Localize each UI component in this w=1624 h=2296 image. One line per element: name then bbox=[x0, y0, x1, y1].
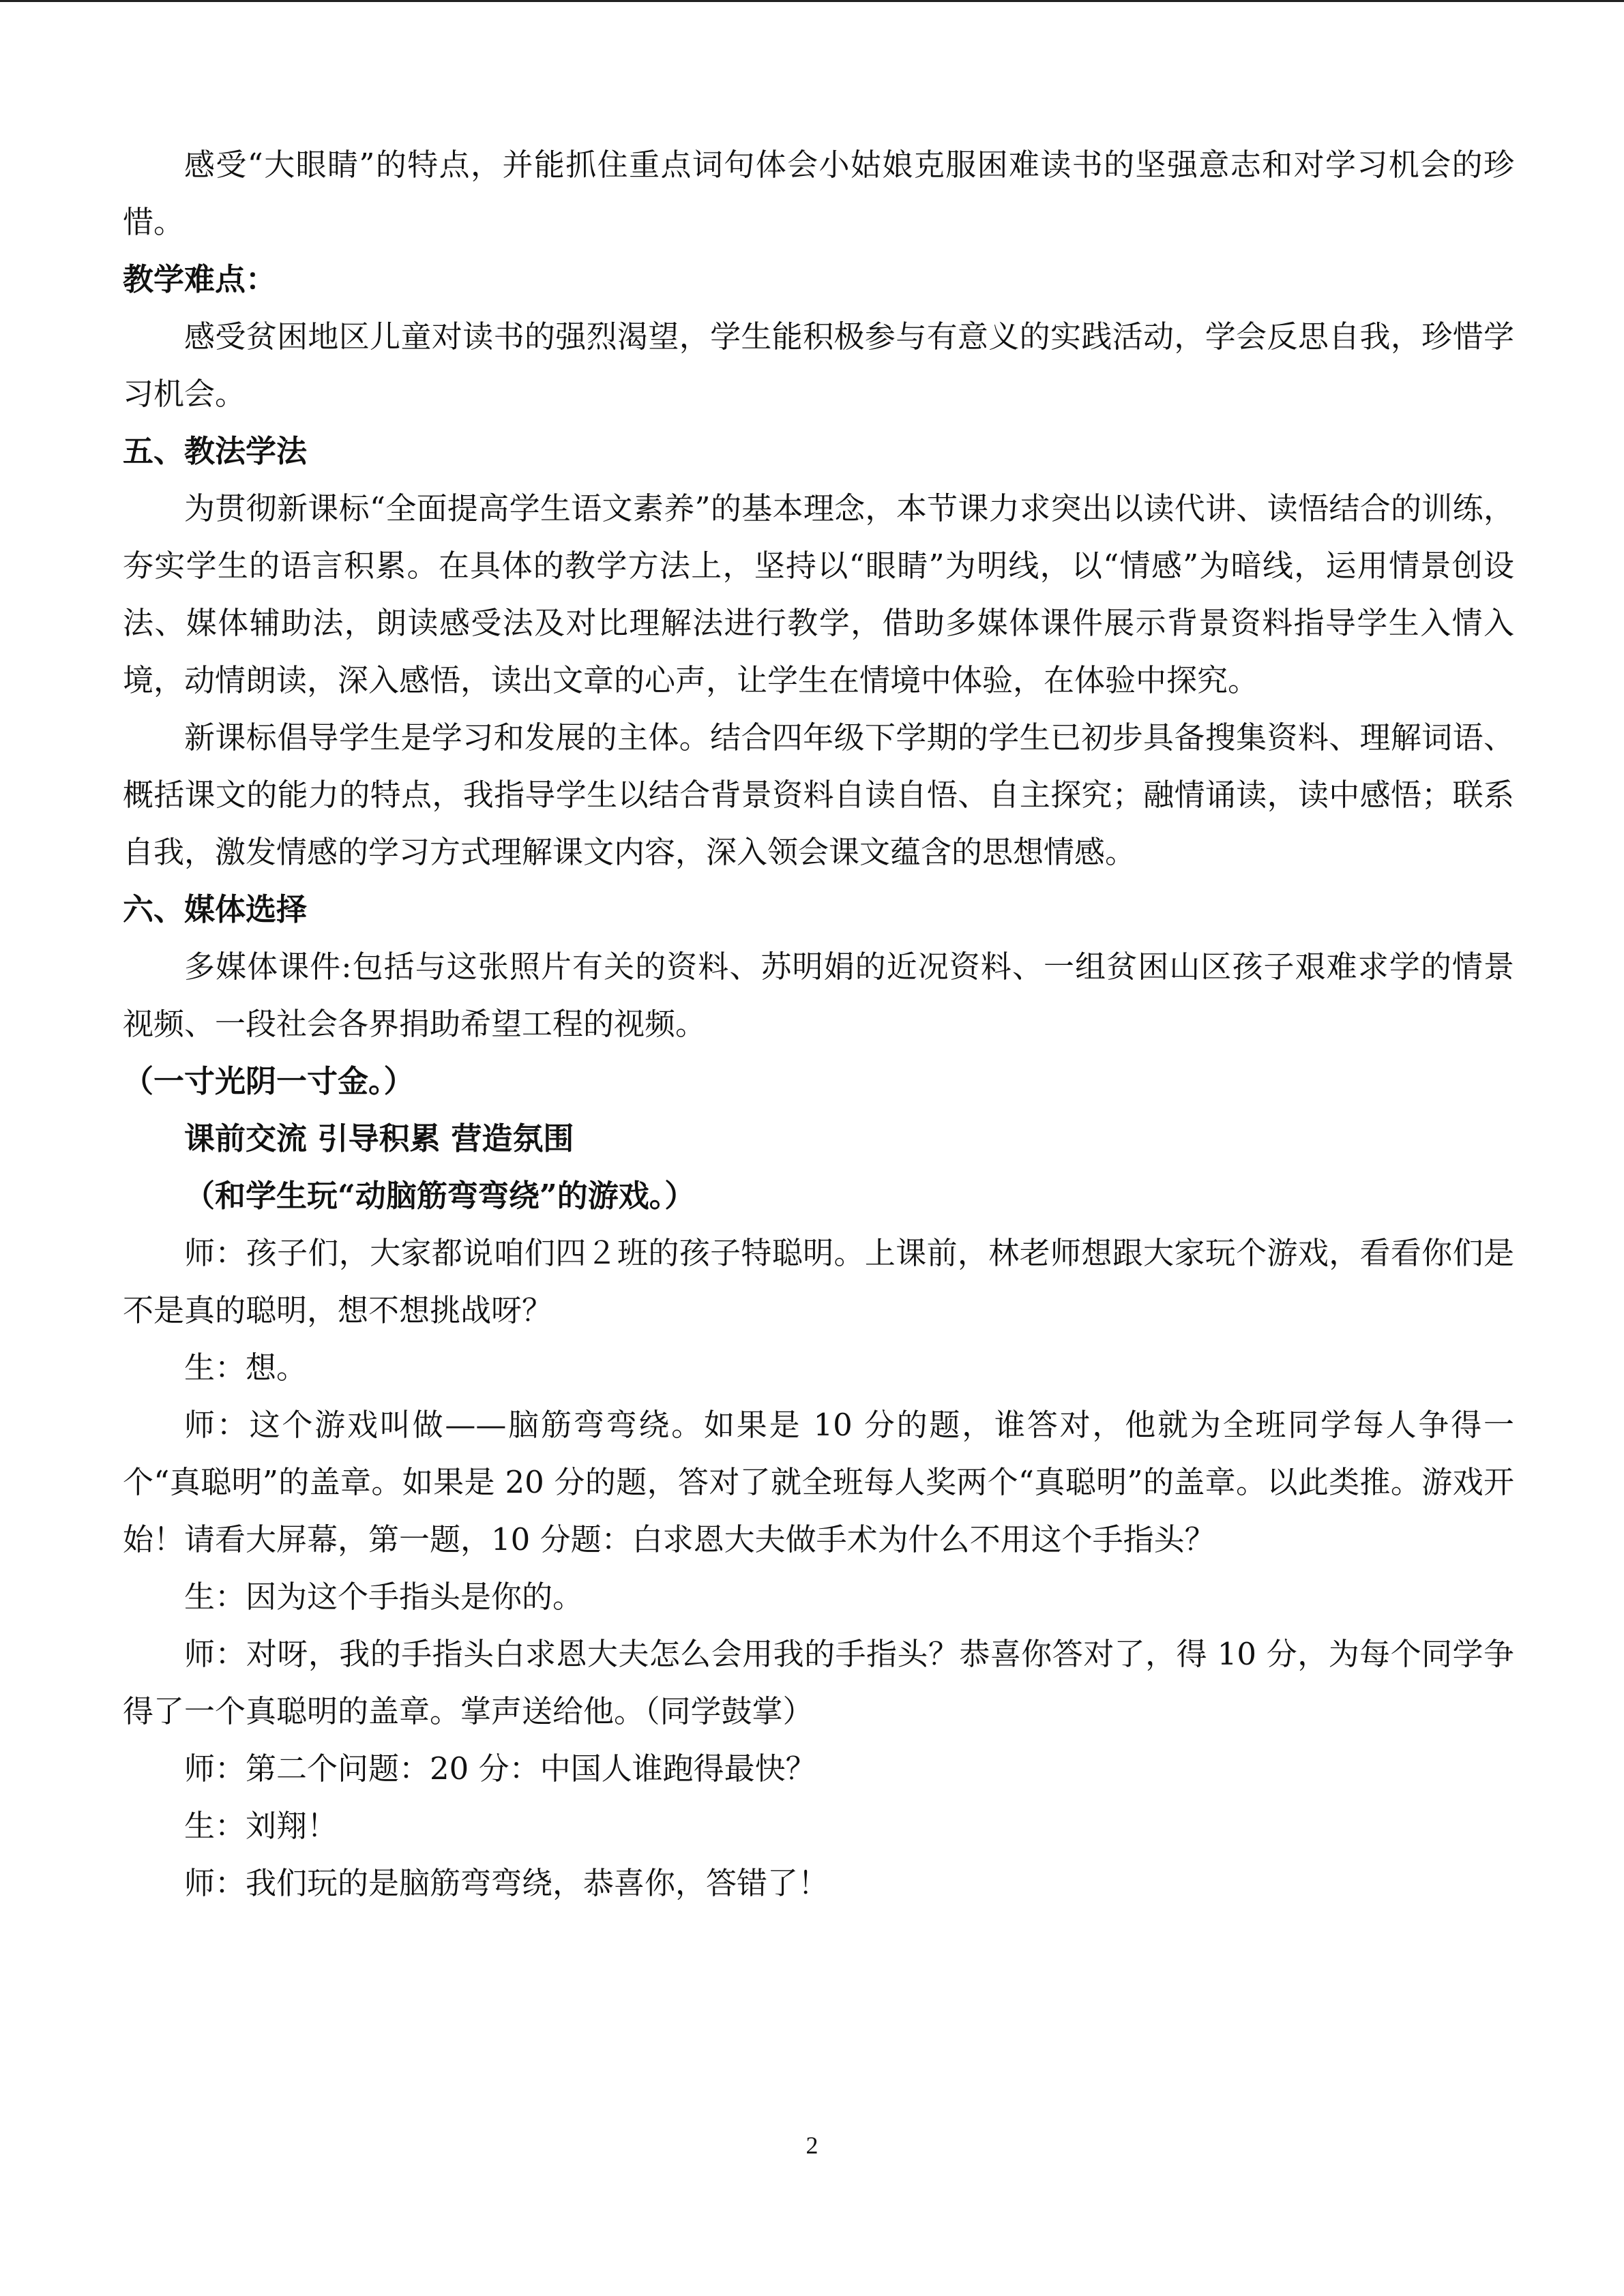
dialogue-line: 师：第二个问题：20 分：中国人谁跑得最快？ bbox=[184, 1750, 816, 1787]
dialogue-line: 师：我们玩的是脑筋弯弯绕，恭喜你，答错了！ bbox=[184, 1865, 829, 1901]
heading-teaching-difficulty: 教学难点： bbox=[123, 261, 277, 297]
dialogue-line: 生：因为这个手指头是你的。 bbox=[184, 1579, 584, 1615]
subheading-game: （和学生玩“动脑筋弯弯绕”的游戏。） bbox=[184, 1178, 696, 1214]
dialogue-line: 师：对呀，我的手指头白求恩大夫怎么会用我的手指头？恭喜你答对了，得 10 分，为每个同学争得了一个真聪明的盖章。掌声送给他。（同学鼓掌） bbox=[123, 1636, 1514, 1729]
heading-media-selection: 六、媒体选择 bbox=[123, 891, 308, 927]
paragraph-key-point: 感受“大眼睛”的特点，并能抓住重点词句体会小姑娘克服困难读书的坚强意志和对学习机会的珍惜。 bbox=[123, 147, 1514, 240]
document-body bbox=[123, 136, 1514, 1912]
dialogue-line: 师：这个游戏叫做——脑筋弯弯绕。如果是 10 分的题，谁答对，他就为全班同学每人争得一个“真聪明”的盖章。如果是 20 分的题，答对了就全班每人奖两个“真聪明”的盖章。以此类推。游戏开始！请看大屏幕，第一题，10 分题：白求恩大夫做手术为什么不用这个手指头？ bbox=[123, 1407, 1514, 1557]
dialogue-line: 生：刘翔！ bbox=[184, 1808, 338, 1844]
heading-teaching-methods: 五、教法学法 bbox=[123, 433, 308, 469]
dialogue-line: 师：孩子们，大家都说咱们四２班的孩子特聪明。上课前，林老师想跟大家玩个游戏，看看你们是不是真的聪明，想不想挑战呀？ bbox=[123, 1235, 1514, 1328]
motto: （一寸光阴一寸金。） bbox=[123, 1063, 415, 1099]
paragraph-methods-2: 新课标倡导学生是学习和发展的主体。结合四年级下学期的学生已初步具备搜集资料、理解词语、概括课文的能力的特点，我指导学生以结合背景资料自读自悟、自主探究；融情诵读，读中感悟；联系自我，激发情感的学习方式理解课文内容，深入领会课文蕴含的思想情感。 bbox=[123, 719, 1514, 870]
page-number: 2 bbox=[806, 2132, 818, 2159]
dialogue-line: 生：想。 bbox=[184, 1350, 308, 1386]
paragraph-methods-1: 为贯彻新课标“全面提高学生语文素养”的基本理念，本节课力求突出以读代讲、读悟结合的训练，夯实学生的语言积累。在具体的教学方法上，坚持以“眼睛”为明线，以“情感”为暗线，运用情景创设法、媒体辅助法，朗读感受法及对比理解法进行教学，借助多媒体课件展示背景资料指导学生入情入境，动情朗读，深入感悟，读出文章的心声，让学生在情境中体验，在体验中探究。 bbox=[123, 490, 1514, 698]
paragraph-teaching-difficulty: 感受贫困地区儿童对读书的强烈渴望，学生能积极参与有意义的实践活动，学会反思自我，珍惜学习机会。 bbox=[123, 318, 1514, 412]
paragraph-media: 多媒体课件:包括与这张照片有关的资料、苏明娟的近况资料、一组贫困山区孩子艰难求学的情景视频、一段社会各界捐助希望工程的视频。 bbox=[123, 949, 1514, 1042]
page-top-border bbox=[0, 0, 1624, 2]
subheading-pre-class: 课前交流 引导积累 营造氛围 bbox=[184, 1120, 574, 1157]
